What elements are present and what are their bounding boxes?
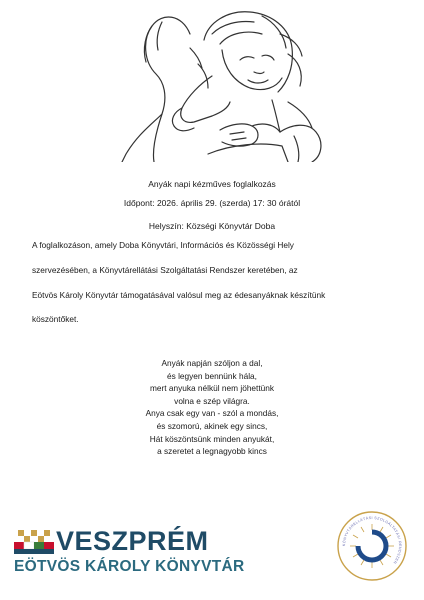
logo-subtitle: EÖTVÖS KÁROLY KÖNYVTÁR bbox=[14, 558, 245, 575]
poem-line: és szomorú, akinek egy sincs, bbox=[156, 420, 268, 431]
poem-line: mert anyuka nélkül nem jöhettünk bbox=[149, 383, 275, 394]
mother-child-illustration bbox=[112, 4, 328, 162]
crown-icon bbox=[14, 528, 54, 556]
description-line: köszöntőket. bbox=[32, 314, 79, 324]
poem-line: és legyen bennünk hála, bbox=[167, 370, 257, 381]
description-line: szervezésében, a Könyvtárellátási Szolgáltatási Rendszer keretében, az bbox=[32, 265, 298, 275]
poem-line: Anyák napján szóljon a dal, bbox=[161, 358, 263, 368]
event-place: Helyszín: Községi Könyvtár Doba bbox=[148, 221, 276, 231]
description-line: Eötvös Károly Könyvtár támogatásával valósul meg az édesanyáknak készítünk bbox=[32, 290, 326, 300]
seal-ring-text: KÖNYVTÁRELLÁTÁSI SZOLGÁLTATÁSI RENDSZER bbox=[341, 515, 403, 565]
svg-text:KÖNYVTÁRELLÁTÁSI SZOLGÁLTATÁSI bbox=[342, 516, 402, 565]
poem-line: Anya csak egy van - szól a mondás, bbox=[145, 408, 279, 419]
event-time: Időpont: 2026. április 29. (szerda) 17: 30 órától bbox=[123, 198, 301, 208]
poem-line: a szeretet a legnagyobb kincs bbox=[157, 446, 267, 457]
poem-line: Hát köszöntsünk minden anyukát, bbox=[149, 433, 275, 444]
event-title: Anyák napi kézműves foglalkozás bbox=[148, 179, 276, 189]
logo-brand: VESZPRÉM bbox=[56, 526, 209, 556]
poem-line: volna e szép világra. bbox=[174, 395, 250, 406]
poem bbox=[0, 357, 424, 458]
description-line: A foglalkozáson, amely Doba Könyvtári, Információs és Közösségi Hely bbox=[32, 240, 294, 250]
library-logo bbox=[14, 522, 245, 580]
ksr-seal-icon bbox=[336, 510, 408, 582]
